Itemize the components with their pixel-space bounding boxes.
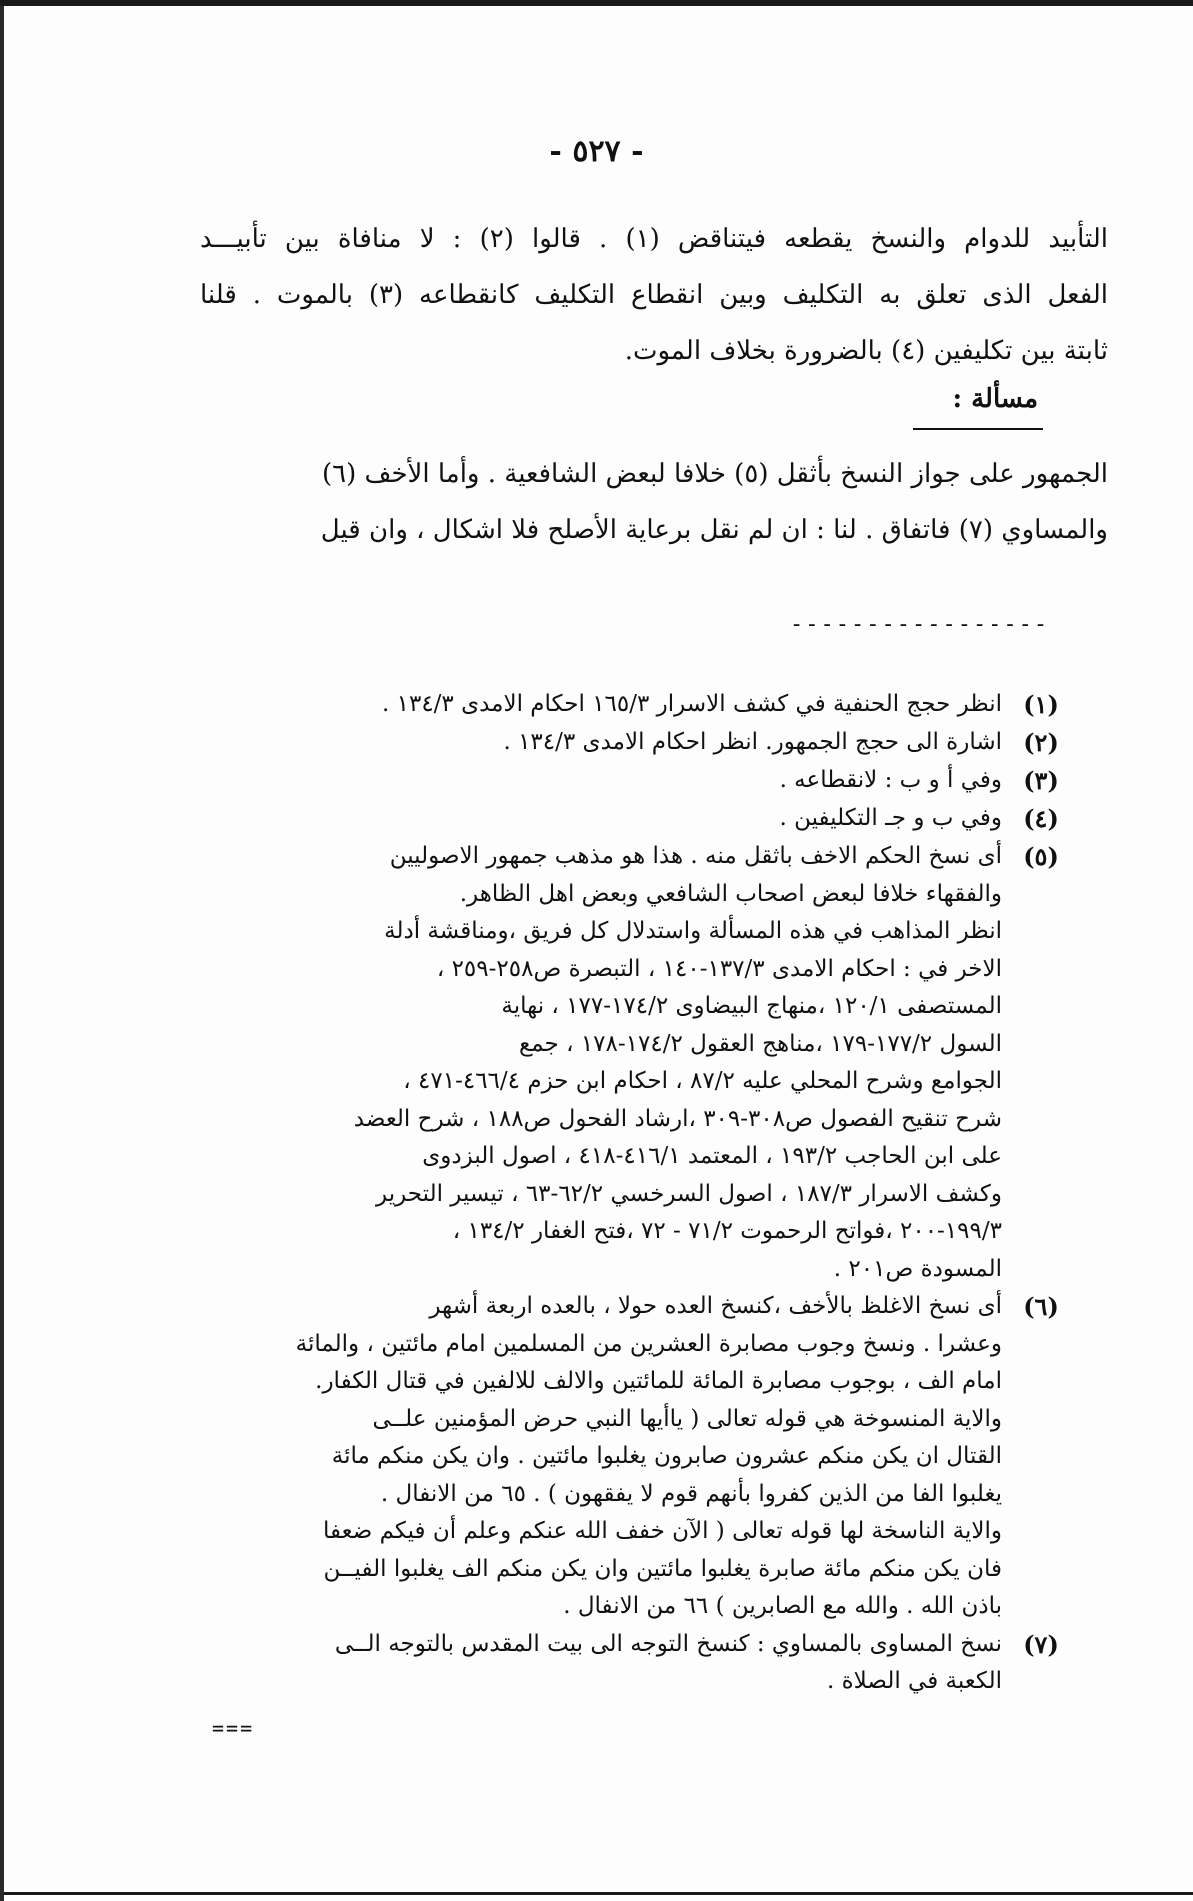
heading-underline (913, 428, 1043, 430)
main-text-line: التأبيد للدوام والنسخ يقطعه فيتناقض (١) . قالوا (٢) : لا منافاة بين تأبيـــد (200, 224, 1108, 254)
footnote-number: (٢) (1023, 728, 1059, 757)
footnote-line: وفي أ و ب : لانقطاعه . (779, 767, 1002, 793)
footnote-line: والفقهاء خلافا لبعض اصحاب الشافعي وبعض اهل الظاهر. (459, 880, 1002, 907)
footnote-line: والاية المنسوخة هي قوله تعالى ( ياأيها النبي حرض المؤمنين علــى (372, 1405, 1002, 1432)
main-text-line: والمساوي (٧) فاتفاق . لنا : ان لم نقل برعاية الأصلح فلا اشكال ، وان قيل (320, 515, 1108, 545)
footnote-text (190, 800, 1002, 838)
footnote-line: امام الف ، بوجوب مصابرة المائة للمائتين والالف للالفين في قتال الكفار. (315, 1368, 1002, 1394)
footnote-text (190, 1626, 1002, 1701)
footnote-line: باذن الله . والله مع الصابرين ) ٦٦ من الانفال . (563, 1593, 1002, 1619)
footnote-text (190, 762, 1002, 800)
footnote-line: المسودة ص٢٠١ . (833, 1255, 1002, 1282)
footnote-line: أى نسخ الاغلظ بالأخف ،كنسخ العده حولا ، بالعده اربعة أشهر (429, 1293, 1002, 1319)
footnote-number: (٥) (1023, 842, 1059, 871)
footnote-number: (٧) (1023, 1629, 1059, 1659)
main-text-line: ثابتة بين تكليفين (٤) بالضرورة بخلاف الموت. (624, 336, 1108, 366)
footnote-line: يغلبوا الفا من الذين كفروا بأنهم قوم لا يفقهون ) . ٦٥ من الانفال . (380, 1480, 1002, 1507)
footnote-separator: ----------------- (790, 612, 1050, 637)
footnote-line: القتال ان يكن منكم عشرون صابرون يغلبوا مائتين . وان يكن منكم مائة (331, 1443, 1002, 1469)
main-text-2 (210, 446, 1108, 558)
footnote-line: على ابن الحاجب ١٩٣/٢ ، المعتمد ٤١٦/١-٤١٨ ، اصول البزدوى (422, 1143, 1002, 1169)
footnote (190, 686, 1080, 724)
footnote-line: وعشرا . ونسخ وجوب مصابرة العشرين من المسلمين امام مائتين ، والمائة (295, 1330, 1002, 1357)
footnote-line: نسخ المساوى بالمساوي : كنسخ التوجه الى بيت المقدس بالتوجه الــى (334, 1630, 1002, 1657)
footnote-line: الجوامع وشرح المحلي عليه ٨٧/٢ ، احكام ابن حزم ٤٦٦/٤-٤٧١ ، (403, 1068, 1002, 1094)
footnote-text (190, 724, 1002, 762)
footnote (190, 724, 1080, 762)
footnote-number: (٤) (1023, 804, 1059, 833)
footnote (190, 838, 1080, 1288)
footnote-line: السول ١٧٧/٢-١٧٩ ،مناهج العقول ١٧٤/٢-١٧٨ ، جمع (519, 1030, 1002, 1057)
footnote-line: انظر حجج الحنفية في كشف الاسرار ١٦٥/٣ احكام الامدى ١٣٤/٣ . (381, 691, 1002, 717)
footnote-line: اشارة الى حجج الجمهور. انظر احكام الامدى ١٣٤/٣ . (503, 729, 1002, 755)
end-mark: === (212, 1716, 255, 1740)
footnote-line: وفي ب و جـ التكليفين . (779, 805, 1002, 831)
footnote-line: والاية الناسخة لها قوله تعالى ( الآن خفف الله عنكم وعلم أن فيكم ضعفا (323, 1518, 1002, 1544)
main-text-line: الفعل الذى تعلق به التكليف وبين انقطاع التكليف كانقطاعه (٣) بالموت . قلنا (200, 280, 1108, 310)
main-text (200, 211, 1108, 379)
footnote-text (190, 1288, 1002, 1626)
footnote (190, 1288, 1080, 1626)
footnote-line: فان يكن منكم مائة صابرة يغلبوا مائتين وان يكن منكم الف يغلبوا الفيــن (323, 1555, 1002, 1582)
footnote-number: (١) (1023, 690, 1059, 719)
footnote-number: (٦) (1023, 1292, 1059, 1321)
footnote (190, 1626, 1080, 1701)
footnote-line: المستصفى ١٢٠/١ ،منهاج البيضاوى ١٧٤/٢-١٧٧ ، نهاية (501, 993, 1002, 1019)
footnotes (190, 686, 1080, 1701)
page-number: - ٥٢٧ - (549, 134, 644, 169)
footnote-line: ١٩٩/٣-٢٠٠ ،فواتح الرحموت ٧١/٢ - ٧٢ ،فتح الغفار ١٣٤/٢ ، (452, 1218, 1002, 1244)
footnote-line: وكشف الاسرار ١٨٧/٣ ، اصول السرخسي ٦٢/٢-٦٣ ، تيسير التحرير (376, 1180, 1002, 1207)
footnote-line: انظر المذاهب في هذه المسألة واستدلال كل فريق ،ومناقشة أدلة (384, 918, 1002, 944)
footnote (190, 800, 1080, 838)
footnote-number: (٣) (1023, 766, 1059, 795)
footnote-line: شرح تنقيح الفصول ص٣٠٨-٣٠٩ ،ارشاد الفحول ص١٨٨ ، شرح العضد (353, 1105, 1002, 1132)
footnote-line: أى نسخ الحكم الاخف باثقل منه . هذا هو مذهب جمهور الاصوليين (389, 843, 1002, 869)
footnote-line: الاخر في : احكام الامدى ١٣٧/٣-١٤٠ ، التبصرة ص٢٥٨-٢٥٩ ، (436, 955, 1002, 982)
footnote-text (190, 686, 1002, 724)
footnote-text (190, 838, 1002, 1288)
footnote (190, 762, 1080, 800)
main-text-line: الجمهور على جواز النسخ بأثقل (٥) خلافا لبعض الشافعية . وأما الأخف (٦) (322, 459, 1108, 489)
section-heading: مسألة : (952, 384, 1038, 414)
footnote-line: الكعبة في الصلاة . (827, 1668, 1002, 1694)
scan-edge (0, 6, 4, 1901)
